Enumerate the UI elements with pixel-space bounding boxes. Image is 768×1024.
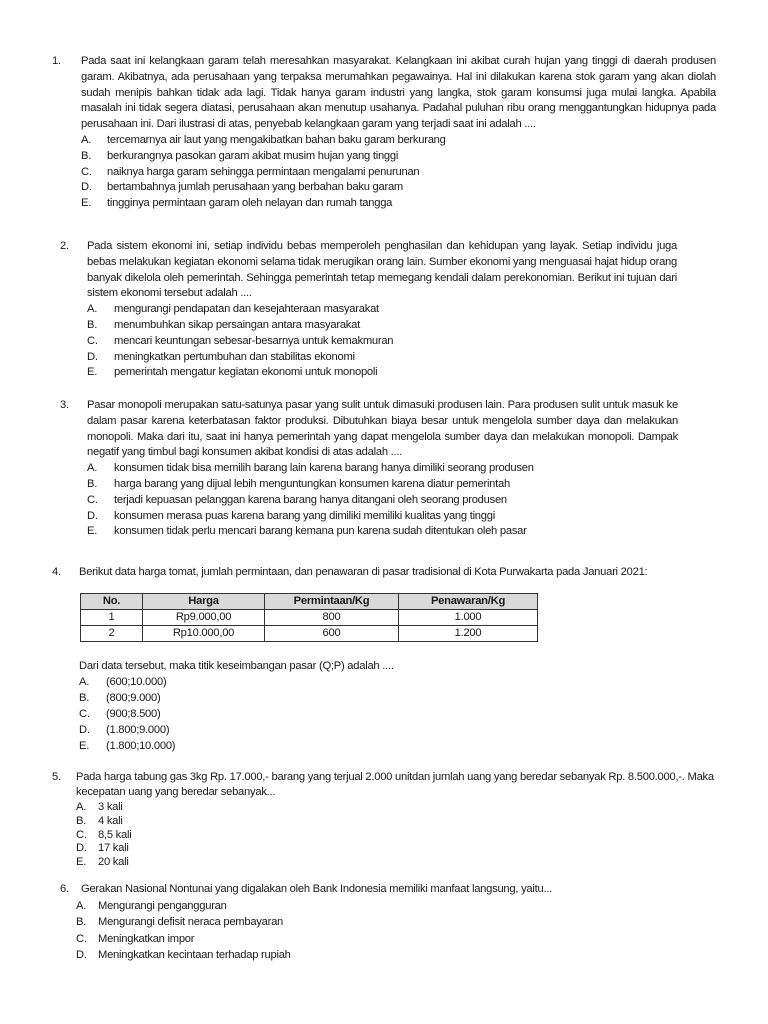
option-text: terjadi kepuasan pelanggan karena barang hanya ditangani oleh seorang produsen xyxy=(114,493,507,506)
option-text: mencari keuntungan sebesar-besarnya untuk kemakmuran xyxy=(114,334,394,347)
column-header: Harga xyxy=(143,594,265,610)
option-text: 3 kali xyxy=(98,801,123,813)
option-b[interactable] xyxy=(87,318,677,334)
option-a[interactable] xyxy=(87,461,678,477)
option-text: harga barang yang dijual lebih menguntungkan konsumen karena diatur pemerintah xyxy=(114,477,510,490)
option-letter: A. xyxy=(76,899,87,912)
option-letter: A. xyxy=(76,801,87,813)
table-cell: 800 xyxy=(265,610,399,626)
table-cell: 1.200 xyxy=(399,626,538,642)
option-text: (800;9.000) xyxy=(106,692,161,704)
option-text: 8,5 kali xyxy=(98,828,132,841)
question-stem: Pada harga tabung gas 3kg Rp. 17.000,- barang yang terjual 2.000 unitdan jumlah uang yang beredar sebanyak Rp. 8.500.000,-. Maka kecepatan uang yang beredar sebanyak... xyxy=(76,771,714,798)
option-letter: D. xyxy=(87,509,98,522)
table-row xyxy=(81,610,538,626)
question-6 xyxy=(60,881,680,964)
question-stem: Pada sistem ekonomi ini, setiap individu bebas memperoleh penghasilan dan kehidupan yang layak. Setiap individu juga bebas melakukan kegiatan ekonomi selama tidak merugikan orang lain. Sumber ekonomi yang menguasai hajat hidup orang banyak dikelola oleh pemerintah. Sehingga pemerintah tetap memegang kendali dalam perekonomian. Berikut ini tujuan dari sistem ekonomi tersebut adalah .... xyxy=(87,240,677,300)
column-header: Permintaan/Kg xyxy=(265,594,399,610)
table-cell: 1.000 xyxy=(399,610,538,626)
data-table xyxy=(80,593,538,642)
table-header-row xyxy=(81,594,538,610)
table-cell: Rp9.000,00 xyxy=(143,610,265,626)
option-d[interactable] xyxy=(76,841,722,855)
option-text: naiknya harga garam sehingga permintaan mengalami penurunan xyxy=(107,165,420,178)
option-text: mengurangi pendapatan dan kesejahteraan masyarakat xyxy=(114,303,379,316)
table-cell: 600 xyxy=(265,626,399,642)
column-header: Penawaran/Kg xyxy=(399,594,538,610)
option-text: konsumen tidak perlu mencari barang kemana pun karena sudah ditentukan oleh pasar xyxy=(114,525,527,538)
option-e[interactable] xyxy=(87,365,677,381)
option-letter: B. xyxy=(76,916,87,928)
option-text: meningkatkan pertumbuhan dan stabilitas ekonomi xyxy=(114,350,355,363)
option-b[interactable] xyxy=(81,149,716,165)
option-a[interactable] xyxy=(76,898,680,915)
option-text: tingginya permintaan garam oleh nelayan dan rumah tangga xyxy=(107,197,393,210)
option-letter: D. xyxy=(76,842,87,855)
option-letter: B. xyxy=(87,318,98,331)
question-3 xyxy=(60,398,678,540)
option-letter: C. xyxy=(79,708,90,720)
option-d[interactable] xyxy=(81,180,716,196)
question-stem: Pasar monopoli merupakan satu-satunya pasar yang sulit untuk dimasuki produsen lain. Para produsen sulit untuk masuk ke dalam pasar karena keterbatasan faktor produksi. Dibutuhkan biaya besar untuk mengelola sumber daya dan melakukan monopoli. Maka dari itu, saat ini hanya pemerintah yang dapat mengelola sumber daya dan melakukan monopoli. Dampak negatif yang timbul bagi konsumen akibat kondisi di atas adalah .... xyxy=(87,399,678,459)
option-letter: E. xyxy=(81,197,92,210)
option-c[interactable] xyxy=(87,493,678,509)
option-text: Mengurangi defisit neraca pembayaran xyxy=(98,916,284,928)
question-number: 1. xyxy=(52,55,61,67)
option-letter: C. xyxy=(87,493,98,506)
option-text: Meningkatkan impor xyxy=(98,932,195,945)
option-letter: D. xyxy=(87,350,98,363)
option-a[interactable] xyxy=(87,302,677,318)
option-letter: A. xyxy=(79,676,90,688)
option-list xyxy=(76,800,722,869)
option-list xyxy=(87,461,678,540)
option-text: bertambahnya jumlah perusahaan yang berbahan baku garam xyxy=(107,181,403,194)
option-letter: D. xyxy=(81,181,92,194)
table-cell: 2 xyxy=(81,626,143,642)
option-c[interactable] xyxy=(76,828,722,842)
option-list xyxy=(87,302,677,381)
table-cell: 1 xyxy=(81,610,143,626)
option-b[interactable] xyxy=(79,691,479,707)
question-1 xyxy=(52,54,716,212)
option-a[interactable] xyxy=(81,133,716,149)
option-text: konsumen merasa puas karena barang yang dimiliki memiliki kualitas yang tinggi xyxy=(114,509,495,522)
option-e[interactable] xyxy=(87,524,678,540)
option-letter: E. xyxy=(87,366,98,379)
option-letter: C. xyxy=(87,334,98,347)
question-followup: Dari data tersebut, maka titik keseimbangan pasar (Q;P) adalah .... xyxy=(79,660,394,672)
option-c[interactable] xyxy=(76,931,680,948)
option-letter: A. xyxy=(87,462,98,475)
option-text: Meningkatkan kecintaan terhadap rupiah xyxy=(98,949,291,961)
option-a[interactable] xyxy=(79,675,479,691)
option-text: tercemarnya air laut yang mengakibatkan bahan baku garam berkurang xyxy=(107,133,446,146)
question-stem: Pada saat ini kelangkaan garam telah meresahkan masyarakat. Kelangkaan ini akibat curah hujan yang tinggi di daerah produsen garam. Akibatnya, ada perusahaan yang terpaksa merumahkan pegawainya. Hal ini dilakukan karena stok garam yang akan diolah sudah menipis bahkan tidak ada lagi. Tidak hanya garam industri yang langka, stok garam konsumsi juga mulai langka. Apabila masalah ini tidak segera diatasi, perusahaan akan menutup usahanya. Padahal puluhan ribu orang menggantungkan hidupnya pada perusahaan ini. Dari ilustrasi di atas, penyebab kelangkaan garam yang terjadi saat ini adalah .... xyxy=(81,55,716,131)
question-2 xyxy=(60,239,677,381)
table-row xyxy=(81,626,538,642)
option-text: 4 kali xyxy=(98,814,123,827)
option-letter: E. xyxy=(79,740,90,752)
question-4-options xyxy=(79,675,479,755)
option-text: (1.800;10.000) xyxy=(106,740,176,752)
option-c[interactable] xyxy=(79,707,479,723)
option-b[interactable] xyxy=(76,814,722,828)
option-text: 17 kali xyxy=(98,842,129,855)
option-letter: C. xyxy=(76,932,87,945)
question-number: 2. xyxy=(60,240,69,252)
option-letter: A. xyxy=(81,133,92,146)
question-5 xyxy=(52,770,722,869)
option-text: konsumen tidak bisa memilih barang lain karena barang hanya dimiliki seorang produsen xyxy=(114,462,534,475)
option-letter: E. xyxy=(76,856,87,869)
option-letter: A. xyxy=(87,303,98,316)
option-letter: E. xyxy=(87,525,98,538)
option-letter: C. xyxy=(76,828,87,841)
question-4 xyxy=(52,565,692,581)
option-text: pemerintah mengatur kegiatan ekonomi untuk monopoli xyxy=(114,366,378,379)
option-c[interactable] xyxy=(87,334,677,350)
option-text: (600;10.000) xyxy=(106,676,167,688)
option-e[interactable] xyxy=(76,855,722,869)
option-letter: D. xyxy=(79,724,90,736)
option-e[interactable] xyxy=(81,196,716,212)
option-list xyxy=(76,898,680,964)
option-text: menumbuhkan sikap persaingan antara masyarakat xyxy=(114,318,360,331)
option-letter: D. xyxy=(76,949,87,961)
option-letter: B. xyxy=(79,692,90,704)
option-letter: B. xyxy=(81,149,92,162)
option-text: Mengurangi pengangguran xyxy=(98,899,227,912)
question-stem: Gerakan Nasional Nontunai yang digalakan oleh Bank Indonesia memiliki manfaat langsung, yaitu... xyxy=(81,883,553,895)
option-d[interactable] xyxy=(76,947,680,964)
table-cell: Rp10.000,00 xyxy=(143,626,265,642)
option-letter: C. xyxy=(81,165,92,178)
option-list xyxy=(81,133,716,212)
column-header: No. xyxy=(81,594,143,610)
question-number: 5. xyxy=(52,771,61,783)
option-text: (1.800;9.000) xyxy=(106,724,170,736)
option-b[interactable] xyxy=(76,914,680,931)
question-4-followup xyxy=(79,659,679,675)
question-number: 3. xyxy=(60,399,69,411)
option-letter: B. xyxy=(76,814,87,827)
option-e[interactable] xyxy=(79,739,479,755)
question-stem: Berikut data harga tomat, jumlah permintaan, dan penawaran di pasar tradisional di Kota Purwakarta pada Januari 2021: xyxy=(79,566,648,578)
option-text: 20 kali xyxy=(98,856,129,869)
option-text: berkurangnya pasokan garam akibat musim hujan yang tinggi xyxy=(107,149,399,162)
question-number: 6. xyxy=(60,883,69,895)
question-number: 4. xyxy=(52,566,61,578)
option-d[interactable] xyxy=(79,723,479,739)
option-text: (900;8.500) xyxy=(106,708,161,720)
option-a[interactable] xyxy=(76,800,722,814)
option-d[interactable] xyxy=(87,509,678,525)
option-c[interactable] xyxy=(81,165,716,181)
option-b[interactable] xyxy=(87,477,678,493)
option-d[interactable] xyxy=(87,350,677,366)
option-letter: B. xyxy=(87,477,98,490)
